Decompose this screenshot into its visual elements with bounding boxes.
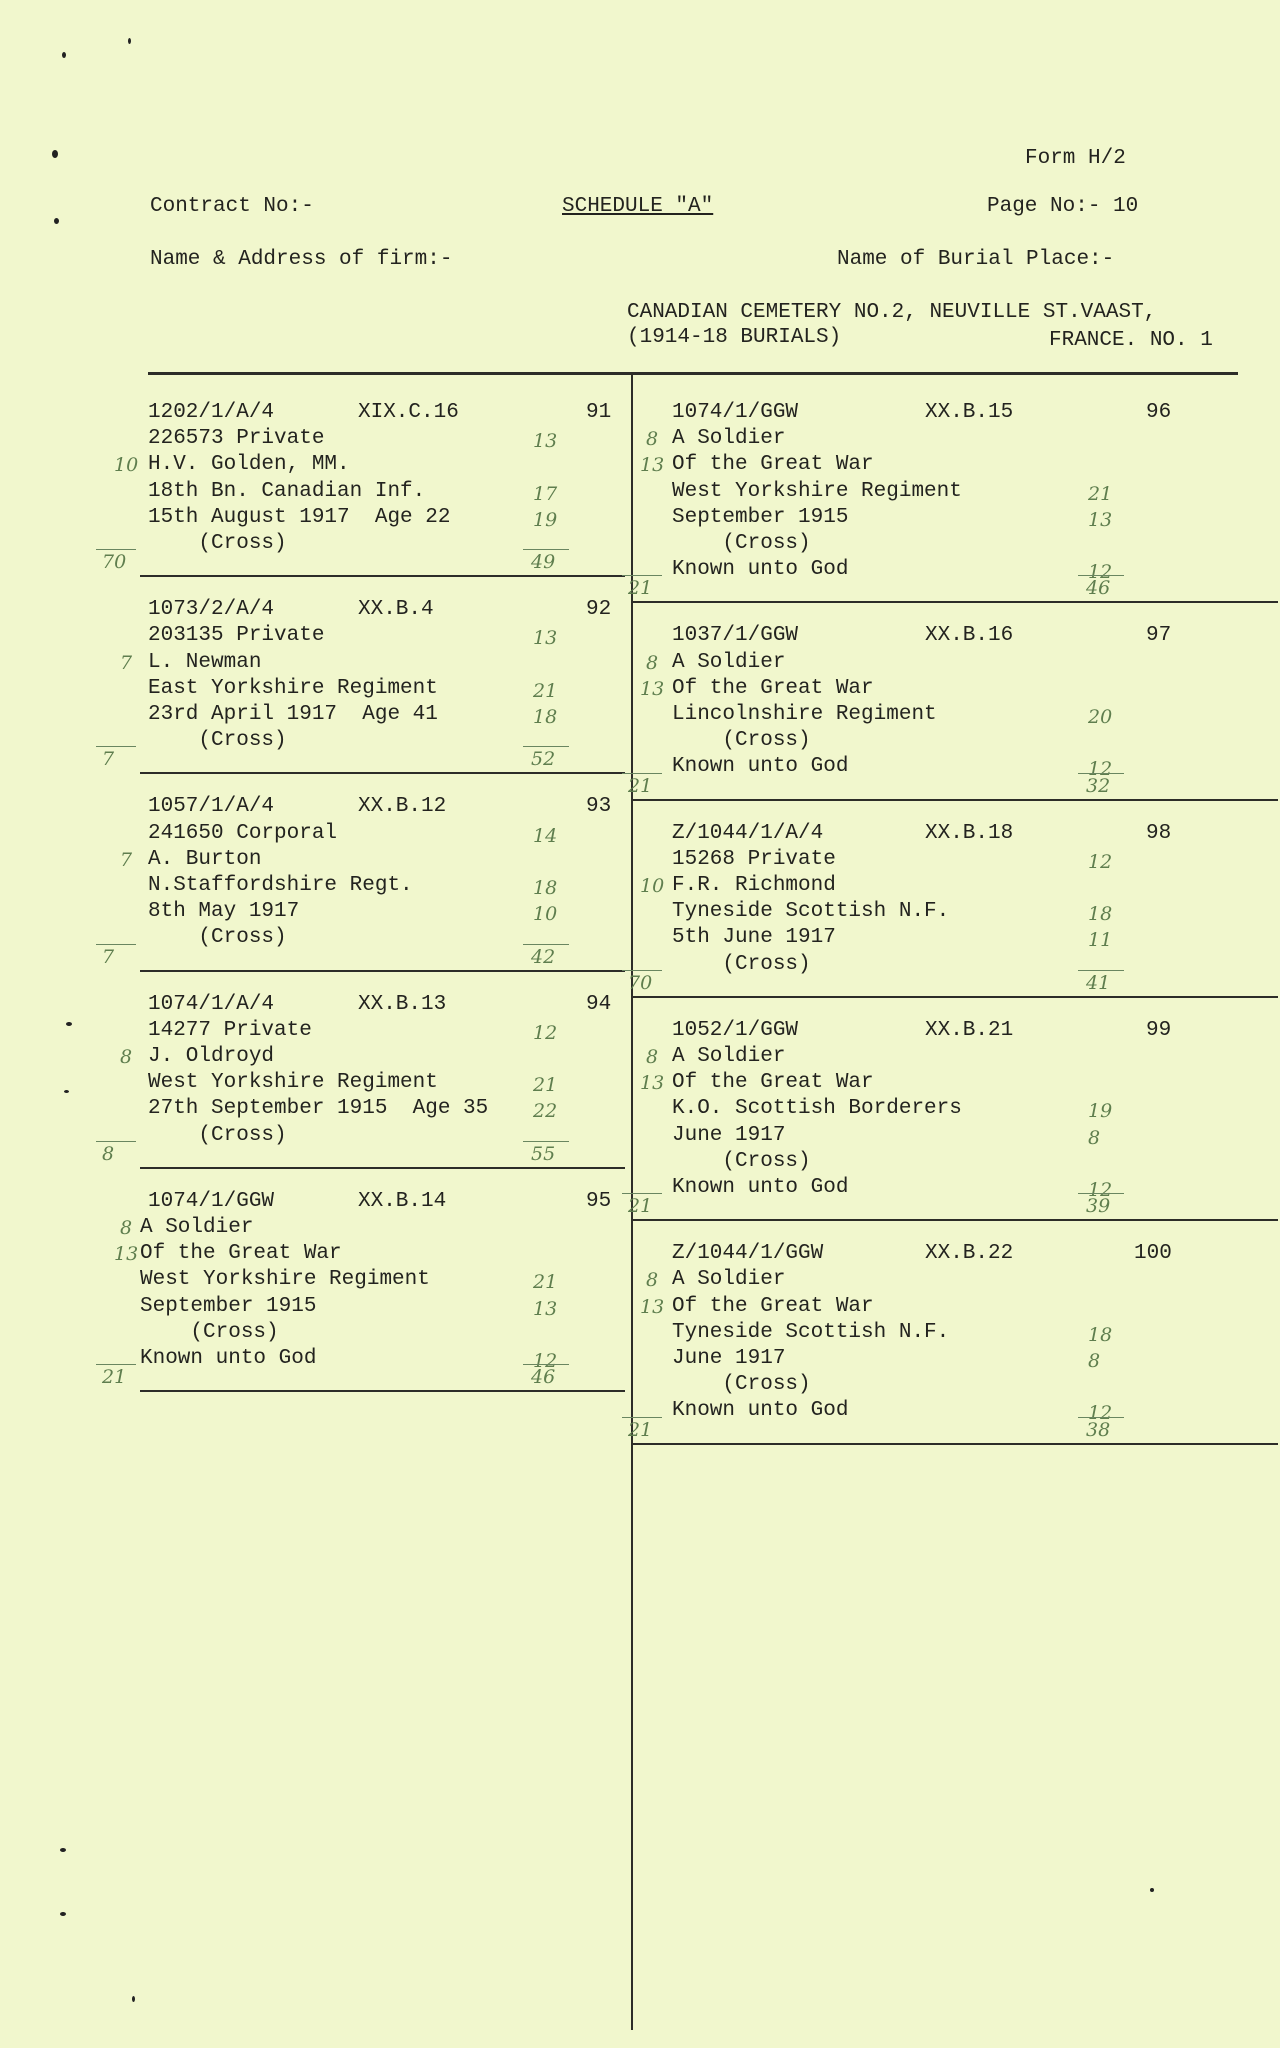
line-count: 8: [1088, 1126, 1101, 1149]
entry-line: (Cross): [148, 926, 287, 950]
margin-count: 10: [114, 454, 139, 477]
entry-total: 52: [531, 748, 556, 771]
line-count: 13: [1088, 508, 1113, 531]
grave-reference: XX.B.16: [925, 624, 1014, 648]
line-count: 18: [533, 706, 558, 728]
entry-reference: Z/1044/1/A/4: [672, 821, 824, 845]
entry-number: 98: [1146, 821, 1172, 845]
entry-line: 241650 Corporal: [148, 821, 338, 845]
margin-count: 13: [640, 1072, 665, 1095]
line-count: 12: [1088, 561, 1113, 584]
grave-reference: XX.B.4: [358, 598, 434, 622]
margin-count: 13: [640, 1295, 665, 1318]
entry-reference: Z/1044/1/GGW: [672, 1242, 824, 1266]
margin-speck: [64, 1090, 69, 1093]
line-count: 13: [533, 1297, 558, 1320]
entry-line: Of the Great War: [672, 676, 874, 700]
entry-line: (Cross): [140, 1320, 279, 1344]
entry-line: 23rd April 1917 Age 41: [148, 703, 438, 726]
grave-reference: XX.B.13: [358, 992, 447, 1016]
entry-line: Of the Great War: [672, 453, 874, 477]
margin-total: 21: [628, 1418, 653, 1441]
entry-line: (Cross): [672, 1373, 811, 1397]
margin-total-underline: [96, 1141, 136, 1142]
total-underline: [1078, 970, 1124, 971]
line-count: 13: [533, 430, 558, 453]
entry-line: 15268 Private: [672, 847, 836, 871]
entry-number: 95: [586, 1189, 612, 1213]
entry-line: 15th August 1917 Age 22: [148, 505, 451, 529]
line-count: 21: [1088, 482, 1113, 505]
total-underline: [1078, 1193, 1124, 1194]
line-count: 14: [533, 824, 558, 847]
entry-line: L. Newman: [148, 650, 262, 674]
entry-line: N.Staffordshire Regt.: [148, 874, 413, 897]
margin-total: 21: [628, 774, 653, 797]
contract-number-label: Contract No:-: [150, 195, 314, 218]
margin-speck: [54, 218, 59, 224]
margin-total-underline: [622, 575, 662, 576]
line-count: 19: [1088, 1100, 1113, 1123]
line-count: 21: [533, 679, 558, 702]
entry-reference: 1037/1/GGW: [672, 624, 799, 648]
entry-line: Known unto God: [140, 1347, 317, 1370]
margin-total: 70: [102, 551, 127, 574]
entry-total: 32: [1086, 774, 1111, 797]
entry-line: Known unto God: [672, 558, 849, 582]
margin-total: 8: [102, 1142, 115, 1165]
entry-reference: 1057/1/A/4: [148, 795, 275, 819]
cemetery-country: FRANCE. NO. 1: [1049, 329, 1213, 352]
line-count: 12: [1088, 850, 1113, 873]
entry-divider: [140, 772, 625, 774]
margin-count: 8: [646, 1269, 659, 1292]
entry-line: 18th Bn. Canadian Inf.: [148, 479, 426, 503]
entry-total: 46: [531, 1366, 556, 1389]
total-underline: [1078, 773, 1124, 774]
line-count: 21: [533, 1271, 558, 1294]
margin-count: 13: [640, 454, 665, 477]
entry-reference: 1052/1/GGW: [672, 1018, 799, 1042]
margin-speck: [128, 38, 131, 44]
entry-line: Lincolnshire Regiment: [672, 703, 937, 726]
entry-line: F.R. Richmond: [672, 874, 836, 897]
firm-label: Name & Address of firm:-: [150, 248, 453, 271]
total-underline: [1078, 1417, 1124, 1418]
entry-line: A. Burton: [148, 847, 262, 871]
margin-total-underline: [96, 1364, 136, 1365]
entry-divider: [633, 1443, 1278, 1445]
entry-number: 91: [586, 401, 612, 424]
margin-total: 7: [102, 748, 115, 771]
entry-total: 38: [1086, 1418, 1111, 1441]
entry-reference: 1074/1/GGW: [672, 401, 799, 424]
margin-total: 21: [628, 577, 653, 600]
line-count: 10: [533, 903, 558, 926]
margin-total-underline: [96, 944, 136, 945]
margin-count: 7: [120, 651, 133, 674]
entry-divider: [633, 799, 1278, 801]
margin-speck: [60, 1848, 66, 1852]
margin-count: 8: [120, 1217, 133, 1239]
entry-line: Of the Great War: [672, 1294, 874, 1318]
entry-line: West Yorkshire Regiment: [672, 479, 962, 503]
entry-reference: 1074/1/GGW: [148, 1189, 275, 1213]
margin-speck: [52, 150, 58, 158]
entry-line: (Cross): [148, 1123, 287, 1147]
entry-line: A Soldier: [672, 427, 786, 451]
entry-line: A Soldier: [672, 650, 786, 674]
margin-total: 21: [102, 1366, 127, 1389]
total-underline: [523, 944, 569, 945]
total-underline: [523, 746, 569, 747]
line-count: 12: [1088, 1179, 1113, 1201]
header-divider: [148, 372, 1238, 375]
line-count: 18: [533, 877, 558, 899]
entry-line: 14277 Private: [148, 1018, 312, 1042]
line-count: 20: [1088, 706, 1113, 728]
margin-total: 7: [102, 945, 115, 968]
entry-divider: [140, 1390, 625, 1392]
page-number: Page No:- 10: [987, 195, 1139, 218]
margin-count: 8: [646, 651, 659, 674]
grave-reference: XX.B.12: [358, 795, 447, 819]
entry-line: 8th May 1917: [148, 900, 300, 924]
margin-total: 21: [628, 1195, 653, 1218]
entry-divider: [140, 1167, 625, 1169]
margin-count: 8: [646, 1046, 659, 1068]
line-count: 12: [533, 1350, 558, 1372]
entry-divider: [633, 601, 1278, 603]
schedule-title: SCHEDULE "A": [562, 195, 714, 218]
entry-line: H.V. Golden, MM.: [148, 453, 350, 477]
line-count: 21: [533, 1074, 558, 1097]
line-count: 12: [1088, 758, 1113, 781]
entry-line: 226573 Private: [148, 427, 325, 451]
grave-reference: XX.B.18: [925, 821, 1014, 845]
entry-number: 96: [1146, 401, 1172, 424]
margin-count: 7: [120, 848, 133, 871]
grave-reference: XX.B.14: [358, 1189, 447, 1213]
grave-reference: XIX.C.16: [358, 401, 459, 424]
entry-number: 100: [1134, 1242, 1172, 1266]
entry-number: 93: [586, 795, 612, 819]
line-count: 13: [533, 627, 558, 650]
entry-divider: [140, 970, 625, 972]
margin-total-underline: [96, 549, 136, 550]
entry-reference: 1074/1/A/4: [148, 992, 275, 1016]
margin-total-underline: [622, 970, 662, 971]
entry-number: 99: [1146, 1018, 1172, 1042]
burial-place-label: Name of Burial Place:-: [837, 248, 1115, 271]
cemetery-name: CANADIAN CEMETERY NO.2, NEUVILLE ST.VAAST,: [627, 301, 1157, 324]
form-number: Form H/2: [1025, 147, 1126, 170]
entry-line: J. Oldroyd: [148, 1045, 275, 1068]
margin-speck: [66, 1022, 72, 1026]
entry-line: Known unto God: [672, 1399, 849, 1423]
entry-total: 41: [1086, 971, 1111, 994]
margin-total-underline: [622, 773, 662, 774]
line-count: 8: [1088, 1350, 1101, 1372]
entry-line: K.O. Scottish Borderers: [672, 1097, 962, 1121]
margin-speck: [132, 1996, 135, 2002]
entry-line: 5th June 1917: [672, 926, 836, 950]
entry-line: A Soldier: [672, 1045, 786, 1068]
margin-total-underline: [622, 1193, 662, 1194]
entry-reference: 1073/2/A/4: [148, 598, 275, 622]
entry-line: 203135 Private: [148, 624, 325, 648]
entry-line: Known unto God: [672, 1176, 849, 1199]
entry-line: (Cross): [672, 729, 811, 753]
line-count: 12: [1088, 1402, 1113, 1425]
entry-number: 92: [586, 598, 612, 622]
entry-total: 55: [531, 1142, 556, 1165]
entry-total: 42: [531, 945, 556, 968]
line-count: 18: [1088, 1323, 1113, 1346]
entry-line: (Cross): [672, 952, 811, 976]
margin-speck: [1150, 1888, 1154, 1892]
margin-count: 8: [646, 428, 659, 451]
entry-total: 39: [1086, 1195, 1111, 1218]
entry-line: Of the Great War: [140, 1242, 342, 1266]
entry-line: September 1915: [140, 1294, 317, 1318]
margin-total: 70: [628, 971, 653, 994]
entry-line: June 1917: [672, 1347, 786, 1370]
entry-reference: 1202/1/A/4: [148, 401, 275, 424]
entry-total: 49: [531, 551, 556, 574]
entry-line: September 1915: [672, 505, 849, 529]
entry-line: A Soldier: [672, 1268, 786, 1292]
line-count: 11: [1088, 929, 1113, 952]
margin-count: 8: [120, 1046, 133, 1068]
entry-divider: [633, 996, 1278, 998]
entry-line: West Yorkshire Regiment: [140, 1268, 430, 1292]
margin-speck: [60, 1912, 66, 1916]
entry-line: Tyneside Scottish N.F.: [672, 900, 950, 924]
entry-line: Tyneside Scottish N.F.: [672, 1320, 950, 1344]
margin-total-underline: [96, 746, 136, 747]
line-count: 19: [533, 508, 558, 531]
margin-speck: [62, 52, 66, 58]
line-count: 18: [1088, 903, 1113, 926]
line-count: 17: [533, 482, 558, 505]
total-underline: [523, 1364, 569, 1365]
cemetery-subtitle: (1914-18 BURIALS): [627, 326, 842, 349]
entry-divider: [633, 1219, 1278, 1221]
line-count: 22: [533, 1100, 558, 1123]
entry-line: 27th September 1915 Age 35: [148, 1097, 489, 1121]
entry-line: East Yorkshire Regiment: [148, 676, 438, 700]
entry-line: A Soldier: [140, 1216, 254, 1239]
entry-line: Known unto God: [672, 755, 849, 779]
entry-line: June 1917: [672, 1123, 786, 1147]
margin-count: 13: [640, 677, 665, 700]
entry-number: 94: [586, 992, 612, 1016]
margin-total-underline: [622, 1417, 662, 1418]
grave-reference: XX.B.15: [925, 401, 1014, 424]
entry-line: (Cross): [672, 1149, 811, 1173]
entry-line: West Yorkshire Regiment: [148, 1071, 438, 1095]
grave-reference: XX.B.21: [925, 1018, 1014, 1042]
total-underline: [1078, 575, 1124, 576]
entry-divider: [140, 575, 625, 577]
entry-line: (Cross): [672, 532, 811, 555]
entry-line: Of the Great War: [672, 1071, 874, 1095]
grave-reference: XX.B.22: [925, 1242, 1014, 1266]
margin-count: 10: [640, 875, 665, 897]
entry-line: (Cross): [148, 729, 287, 753]
entry-line: (Cross): [148, 532, 287, 555]
margin-count: 13: [114, 1243, 139, 1266]
total-underline: [523, 1141, 569, 1142]
entry-number: 97: [1146, 624, 1172, 648]
line-count: 12: [533, 1021, 558, 1044]
entry-total: 46: [1086, 577, 1111, 600]
total-underline: [523, 549, 569, 550]
